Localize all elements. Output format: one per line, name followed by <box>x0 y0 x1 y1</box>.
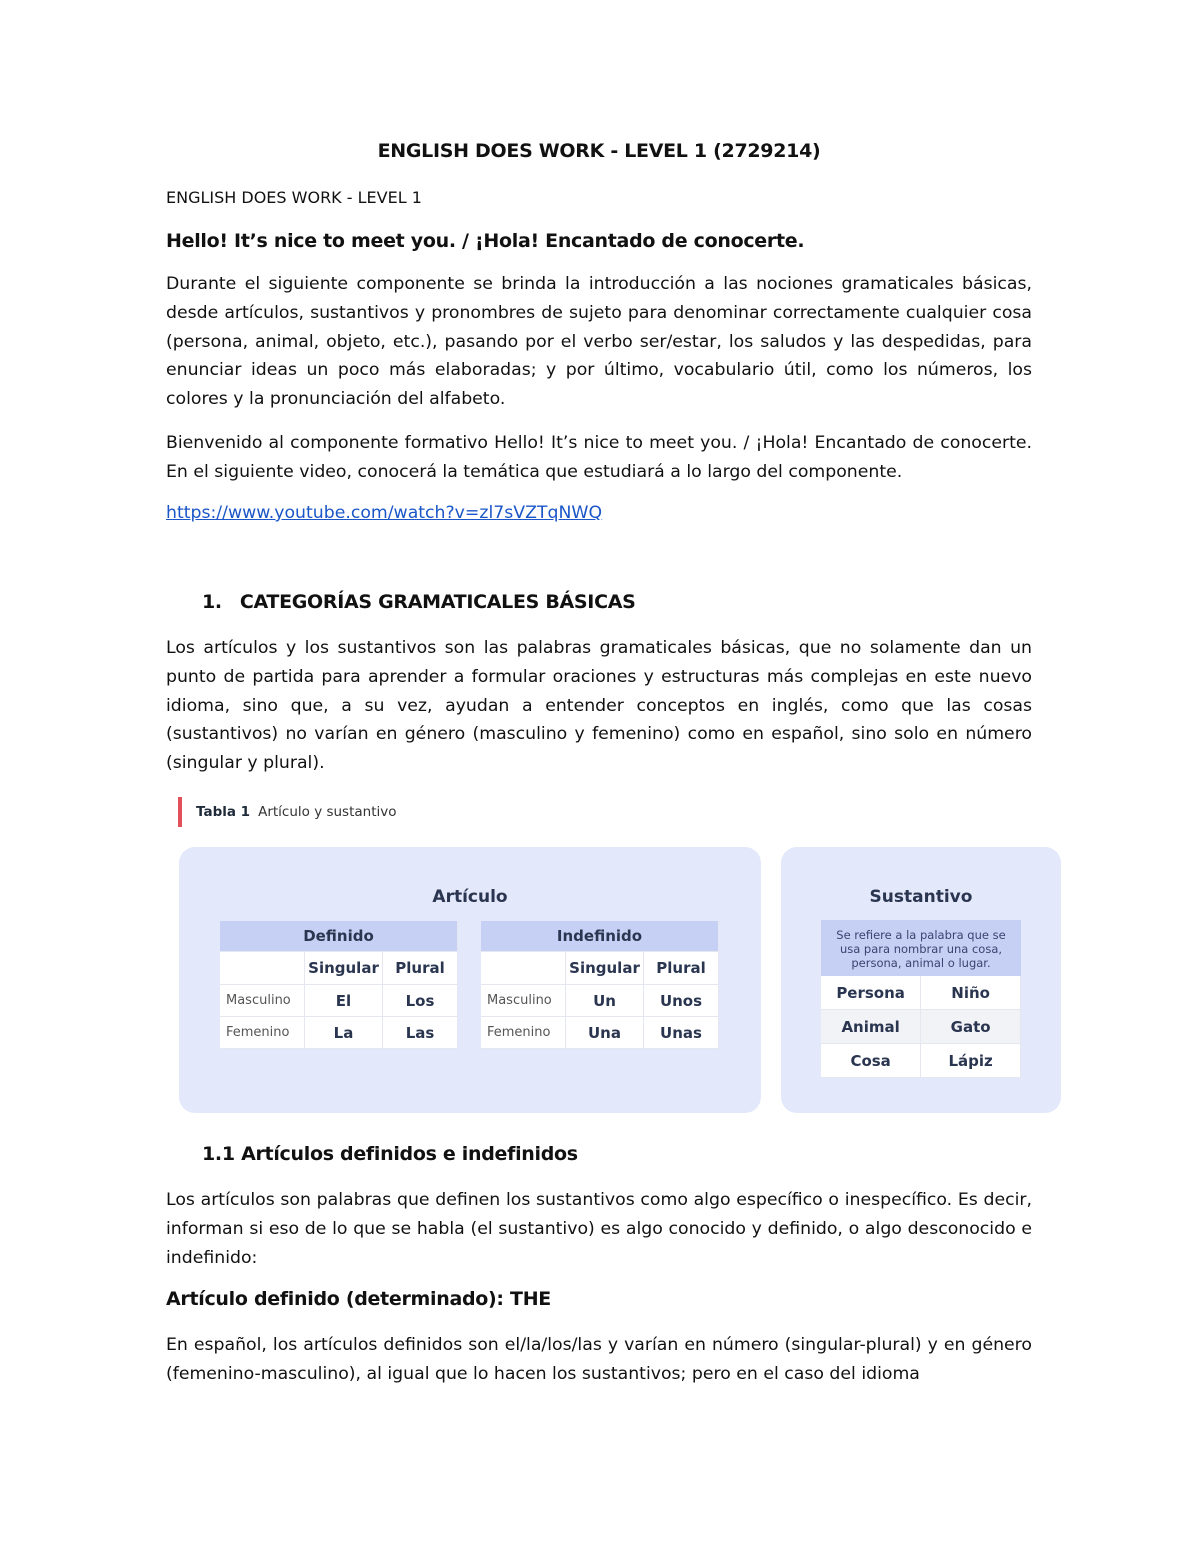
empty-cell <box>481 952 566 985</box>
table-row <box>821 1010 1021 1044</box>
articulo-title: Artículo <box>432 887 508 907</box>
section-1-number: 1. <box>202 591 222 613</box>
table-cell: Animal <box>821 1010 921 1044</box>
sustantivo-box <box>821 920 1021 1078</box>
col-plural: Plural <box>383 952 458 985</box>
cell-plural: Los <box>383 985 458 1017</box>
sustantivo-title: Sustantivo <box>869 887 973 907</box>
figure-caption <box>178 797 397 827</box>
table-cell: Gato <box>921 1010 1021 1044</box>
video-link[interactable]: https://www.youtube.com/watch?v=zl7sVZTqNWQ <box>166 503 603 523</box>
table-row <box>821 1044 1021 1078</box>
definido-header: Definido <box>220 921 458 952</box>
row-label: Femenino <box>220 1017 305 1049</box>
col-singular: Singular <box>566 952 644 985</box>
col-singular: Singular <box>305 952 383 985</box>
section-1-title: CATEGORÍAS GRAMATICALES BÁSICAS <box>239 591 636 613</box>
definido-table <box>220 921 458 1049</box>
document-subtitle: ENGLISH DOES WORK - LEVEL 1 <box>166 188 422 207</box>
empty-cell <box>220 952 305 985</box>
figure-caption-text: Artículo y sustantivo <box>258 804 397 820</box>
indefinido-table <box>481 921 719 1049</box>
document-title: ENGLISH DOES WORK - LEVEL 1 (2729214) <box>377 140 821 162</box>
table-row <box>481 1017 719 1049</box>
intro-paragraph: Durante el siguiente componente se brinda la introducción a las nociones gramaticales básicas, desde artículos, sustantivos y pronombres de sujeto para denominar correctamente cualquier cosa (persona, animal, objeto, etc.), pasando por el verbo ser/estar, los saludos y las despedidas, para enunciar ideas un poco más elaboradas; y por último, vocabulario útil, como los números, los colores y la pronunciación del alfabeto. <box>166 274 1032 410</box>
sustantivo-card <box>781 847 1061 1113</box>
table-row <box>220 985 458 1017</box>
row-label: Masculino <box>481 985 566 1017</box>
cell-singular: Un <box>566 985 644 1017</box>
definite-article-paragraph: En español, los artículos definidos son el/la/los/las y varían en número (singular-plural) y en género (femenino-masculino), al igual que lo hacen los sustantivos; pero en el caso del idioma <box>166 1335 1032 1384</box>
cell-plural: Las <box>383 1017 458 1049</box>
table-cell: Lápiz <box>921 1044 1021 1078</box>
table-row <box>481 985 719 1017</box>
indefinido-header: Indefinido <box>481 921 719 952</box>
cell-singular: Una <box>566 1017 644 1049</box>
cell-plural: Unos <box>644 985 719 1017</box>
section-1-1-heading: 1.1 Artículos definidos e indefinidos <box>202 1143 578 1165</box>
row-label: Femenino <box>481 1017 566 1049</box>
definite-article-heading: Artículo definido (determinado): THE <box>166 1288 551 1310</box>
cell-singular: La <box>305 1017 383 1049</box>
cell-plural: Unas <box>644 1017 719 1049</box>
sustantivo-table <box>821 976 1021 1078</box>
section-1-paragraph: Los artículos y los sustantivos son las palabras gramaticales básicas, que no solamente dan un punto de partida para aprender a formular oraciones y estructuras más complejas en este nuevo idioma, sino que, a su vez, ayudan a entender conceptos en inglés, como que las cosas (sustantivos) no varían en género (masculino y femenino) como en español, sino solo en número (singular y plural). <box>166 638 1032 774</box>
figure-label: Tabla 1 <box>196 804 251 820</box>
section-1-1-paragraph: Los artículos son palabras que definen los sustantivos como algo específico o inespecífico. Es decir, informan si eso de lo que se habla (el sustantivo) es algo conocido y definido, o algo desconocido e indefinido: <box>166 1190 1032 1268</box>
articulo-card <box>179 847 761 1113</box>
cell-singular: El <box>305 985 383 1017</box>
caption-accent-bar <box>178 797 182 827</box>
table-row <box>821 976 1021 1010</box>
table-cell: Cosa <box>821 1044 921 1078</box>
row-label: Masculino <box>220 985 305 1017</box>
table-row <box>220 1017 458 1049</box>
col-plural: Plural <box>644 952 719 985</box>
greeting-heading: Hello! It’s nice to meet you. / ¡Hola! Encantado de conocerte. <box>166 230 805 252</box>
welcome-paragraph: Bienvenido al componente formativo Hello! It’s nice to meet you. / ¡Hola! Encantado de conocerte. En el siguiente video, conocerá la temática que estudiará a lo largo del componente. <box>166 433 1032 482</box>
sustantivo-description: Se refiere a la palabra que se usa para nombrar una cosa, persona, animal o lugar. <box>821 920 1021 976</box>
section-1-heading <box>202 591 636 613</box>
table-cell: Persona <box>821 976 921 1010</box>
table-cell: Niño <box>921 976 1021 1010</box>
